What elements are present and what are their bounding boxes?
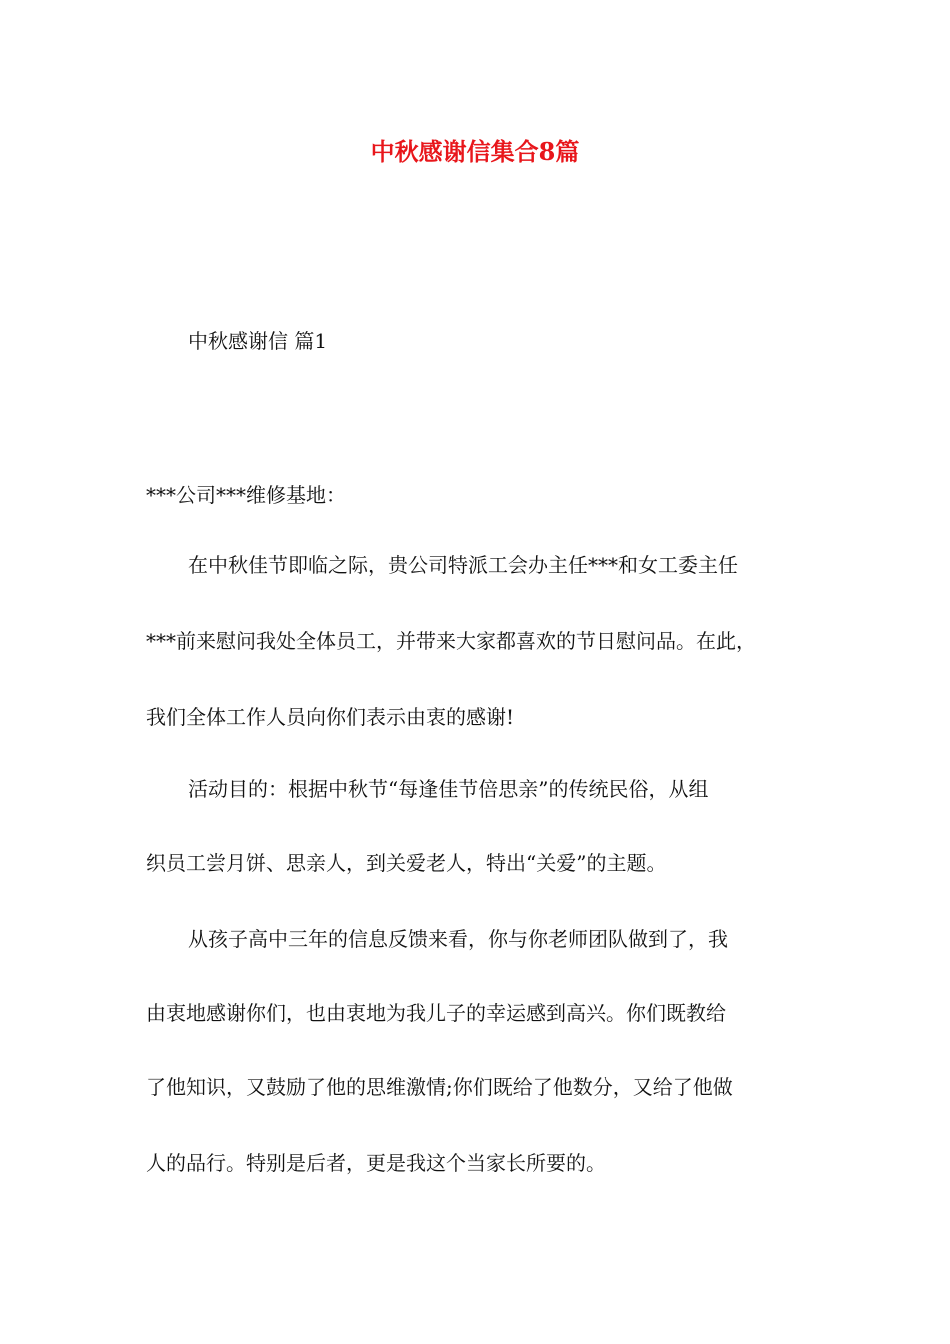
paragraph-line: 在中秋佳节即临之际，贵公司特派工会办主任***和女工委主任 <box>188 553 738 577</box>
paragraph-line: 了他知识，又鼓励了他的思维激情;你们既给了他数分，又给了他做 <box>146 1075 733 1099</box>
paragraph-line: 从孩子高中三年的信息反馈来看，你与你老师团队做到了，我 <box>188 927 728 951</box>
section-heading: 中秋感谢信 篇1 <box>188 329 328 353</box>
paragraph-line: 由衷地感谢你们，也由衷地为我儿子的幸运感到高兴。你们既教给 <box>146 1001 726 1025</box>
paragraph-line: 我们全体工作人员向你们表示由衷的感谢! <box>146 705 515 729</box>
paragraph-line: 活动目的：根据中秋节“每逢佳节倍思亲”的传统民俗，从组 <box>188 777 709 801</box>
salutation: ***公司***维修基地： <box>146 483 346 507</box>
document-title: 中秋感谢信集合8篇 <box>370 137 580 166</box>
paragraph-line: 织员工尝月饼、思亲人，到关爱老人，特出“关爱”的主题。 <box>146 851 667 875</box>
paragraph-line: 人的品行。特别是后者，更是我这个当家长所要的。 <box>146 1151 606 1175</box>
paragraph-line: ***前来慰问我处全体员工，并带来大家都喜欢的节日慰问品。在此， <box>146 629 756 653</box>
